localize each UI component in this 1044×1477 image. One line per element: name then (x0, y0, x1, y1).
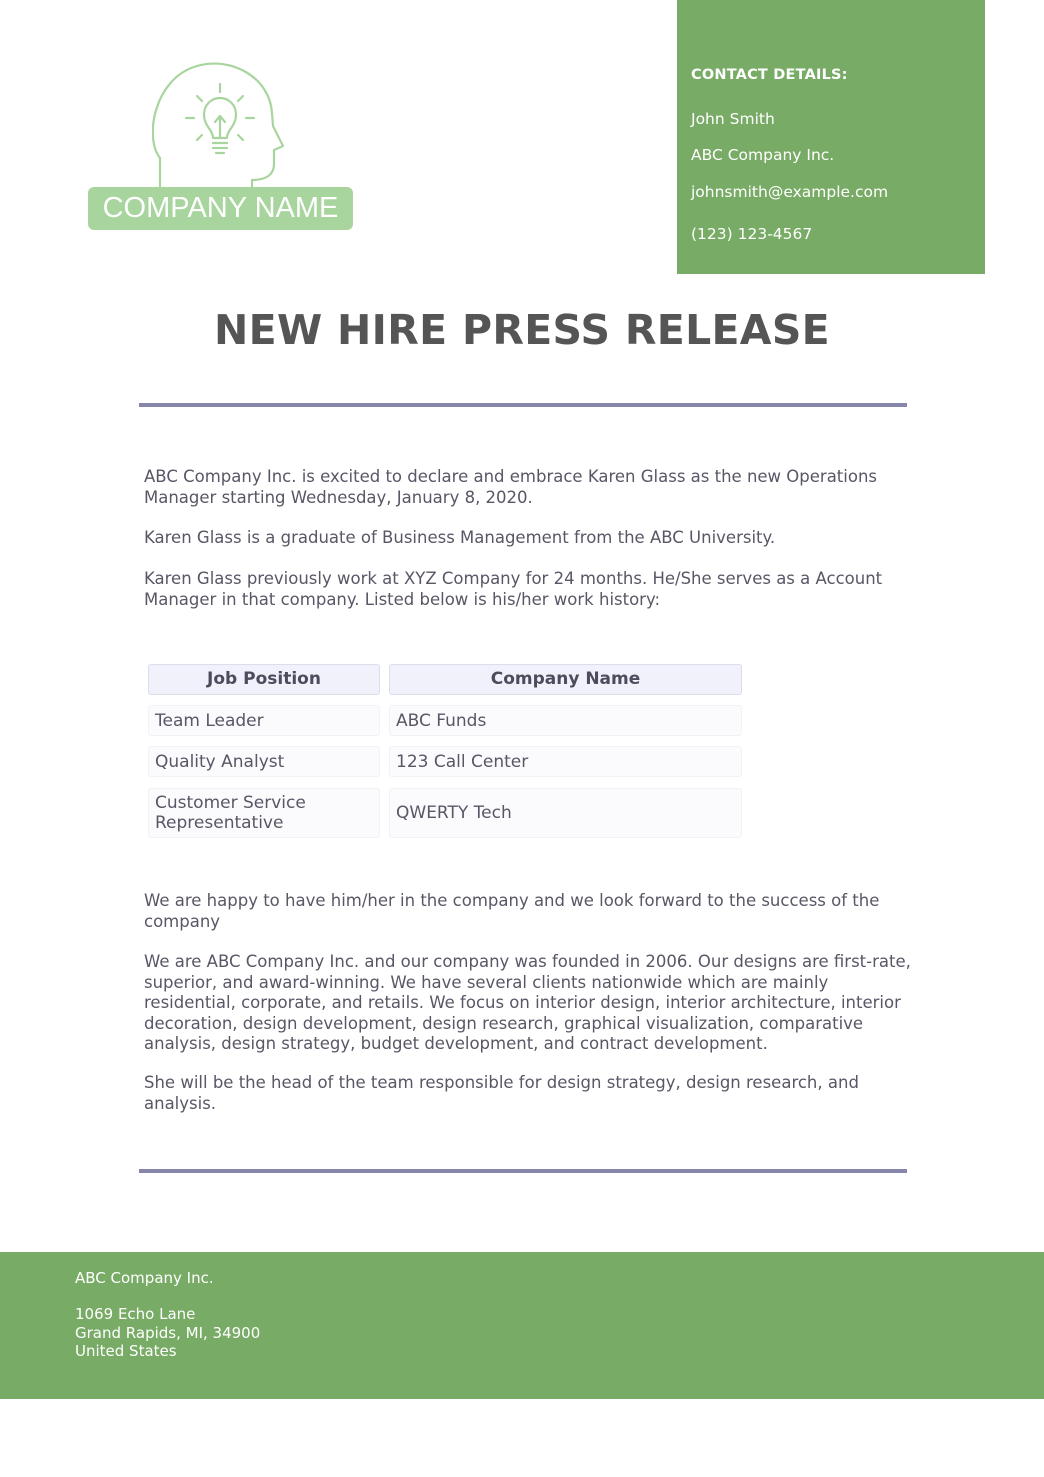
divider-bottom (139, 1169, 907, 1173)
intro-paragraph: ABC Company Inc. is excited to declare and embrace Karen Glass as the new Operations Manager starting Wednesday, January 8, 2020. (144, 467, 878, 507)
footer-country: United States (75, 1342, 177, 1360)
table-cell-position: Customer Service Representative (148, 788, 380, 838)
table-header-company-name: Company Name (389, 664, 742, 695)
history-paragraph: Karen Glass previously work at XYZ Company for 24 months. He/She serves as a Account Manager in that company. Listed below is his/her work history: (144, 569, 883, 609)
contact-name: John Smith (691, 110, 775, 128)
table-cell-position: Quality Analyst (148, 746, 380, 777)
footer-company: ABC Company Inc. (75, 1269, 214, 1287)
footer-street: 1069 Echo Lane (75, 1305, 196, 1323)
table-cell-company: QWERTY Tech (389, 788, 742, 838)
table-cell-company: 123 Call Center (389, 746, 742, 777)
company-logo (86, 58, 356, 238)
contact-email[interactable]: johnsmith@example.com (691, 183, 889, 201)
page-title: NEW HIRE PRESS RELEASE (214, 306, 830, 354)
table-header-job-position: Job Position (148, 664, 380, 695)
footer-city: Grand Rapids, MI, 34900 (75, 1324, 261, 1342)
contact-details-box (677, 0, 985, 274)
education-paragraph: Karen Glass is a graduate of Business Management from the ABC University. (144, 528, 776, 547)
table-cell-company: ABC Funds (389, 705, 742, 736)
contact-phone: (123) 123-4567 (691, 225, 813, 243)
responsibility-paragraph: She will be the head of the team responsible for design strategy, design research, and analysis. (144, 1073, 859, 1113)
closing-paragraph: We are happy to have him/her in the company and we look forward to the success of the company (144, 891, 880, 931)
footer (0, 1252, 1044, 1399)
head-lightbulb-icon (152, 58, 302, 190)
company-paragraph: We are ABC Company Inc. and our company was founded in 2006. Our designs are first-rate, superior, and award-winning. We have several clients nationwide which are mainly residential, corporate, and retails. We focus on interior design, interior architecture, interior decoration, design development, design research, graphical visualization, comparative analysis, design strategy, budget development, and contract development. (144, 952, 911, 1053)
table-cell-position: Team Leader (148, 705, 380, 736)
contact-company: ABC Company Inc. (691, 146, 835, 164)
divider-top (139, 403, 907, 407)
contact-title: CONTACT DETAILS: (691, 67, 848, 83)
logo-company-name: COMPANY NAME (88, 187, 353, 230)
